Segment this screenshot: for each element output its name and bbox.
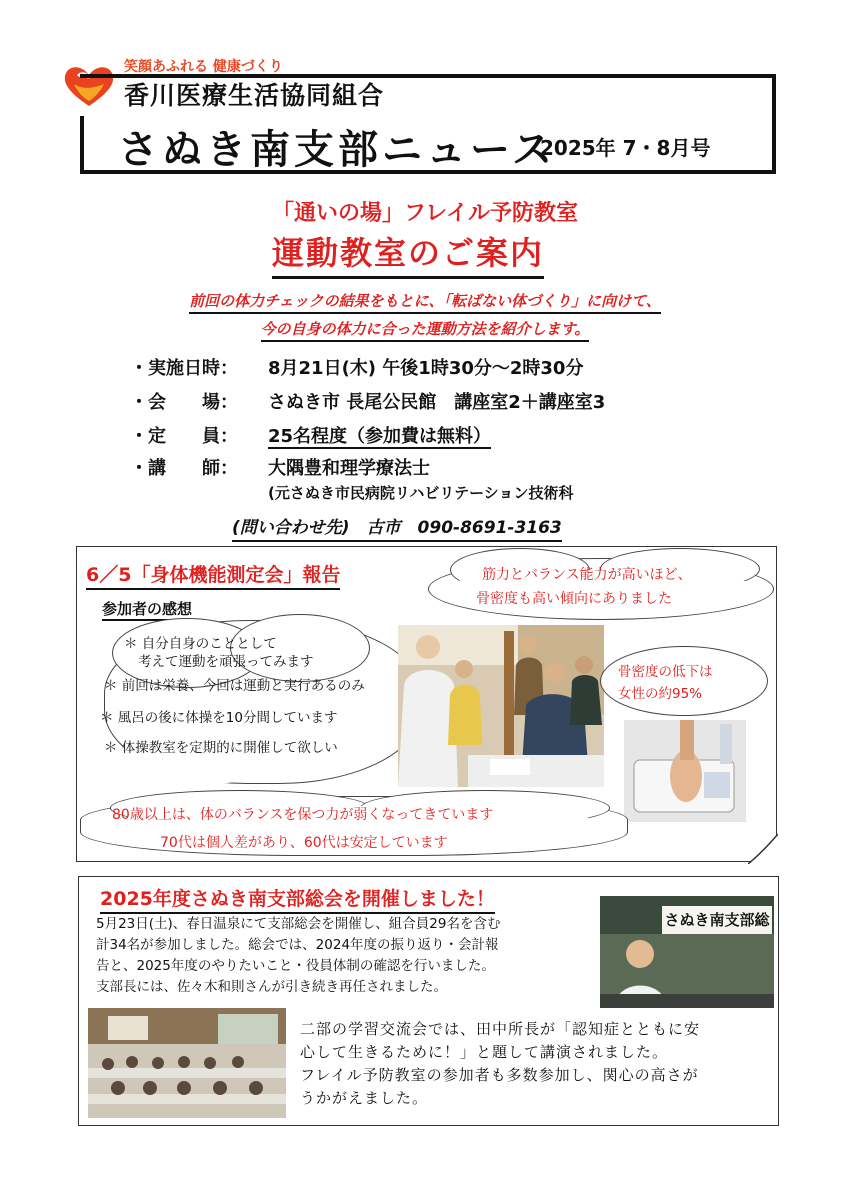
info-value: 大隅豊和理学療法士 (268, 458, 430, 479)
impression-item: ＊ 前回は栄養、今回は運動と実行あるのみ (104, 678, 365, 694)
impressions-title: 参加者の感想 (102, 598, 192, 621)
meeting-paragraph-2 (300, 1018, 700, 1110)
page-curl-icon (748, 834, 778, 864)
info-capacity (130, 422, 491, 448)
info-label: ・実施日時： (130, 358, 238, 379)
newsletter-title: さぬき南支部ニュース (118, 127, 556, 173)
guide-subtitle: 「通いの場」フレイル予防教室 (271, 201, 579, 226)
paragraph-line: フレイル予防教室の参加者も多数参加し、関心の高さが (300, 1066, 699, 1084)
measurement-photo (398, 625, 604, 787)
women-cloud (600, 646, 768, 716)
paragraph-line: 5月23日(土)、春日温泉にて支部総会を開催し、組合員29名を含む (96, 916, 501, 932)
info-label: ・会 場： (130, 392, 238, 413)
impression-item: ＊ 風呂の後に体操を10分間しています (100, 710, 338, 726)
lecturer-note: (元さぬき市民病院リハビリテーション技術科 (268, 484, 574, 502)
intro-line-2-text: 今の自身の体力に合った運動方法を紹介します。 (261, 320, 590, 342)
audience-photo (88, 1008, 286, 1118)
women-bubble-line-2: 女性の約95% (618, 686, 703, 702)
age-bubble-line-2: 70代は個人差があり、60代は安定しています (160, 835, 448, 851)
info-value: 25名程度（参加費は無料） (268, 426, 492, 447)
report-title: 6／5「身体機能測定会」報告 (86, 560, 340, 590)
speaker-figure (600, 934, 774, 1008)
info-label: ・定 員： (130, 426, 238, 447)
info-lecturer (130, 454, 430, 480)
impression-item: 考えて運動を頑張ってみます (138, 654, 314, 670)
intro-line-1 (0, 290, 850, 311)
paragraph-line: 心して生きるために！」と題して講演されました。 (300, 1043, 669, 1061)
tagline: 笑顔あふれる 健康づくり (124, 59, 283, 75)
paragraph-line: 告と、2025年度のやりたいこと・役員体制の確認を行いました。 (96, 958, 495, 974)
info-value: さぬき市 長尾公民館 講座室2＋講座室3 (268, 392, 606, 413)
women-bubble-line-1: 骨密度の低下は (618, 664, 713, 680)
intro-line-2 (0, 318, 850, 339)
info-value: 8月21日(木) 午後1時30分～2時30分 (268, 358, 584, 379)
age-bubble-line-1: 80歳以上は、体のバランスを保つ力が弱くなってきています (112, 807, 494, 823)
meeting-paragraph-1 (96, 914, 500, 998)
intro-line-1-text: 前回の体力チェックの結果をもとに、「転ばない体づくり」に向けて、 (189, 292, 661, 314)
paragraph-line: 支部長には、佐々木和則さんが引き続き再任されました。 (96, 979, 447, 995)
impression-item: ＊ 体操教室を定期的に開催して欲しい (104, 740, 338, 756)
meeting-title: 2025年度さぬき南支部総会を開催しました！ (100, 884, 495, 914)
paragraph-line: 二部の学習交流会では、田中所長が「認知症とともに安 (300, 1020, 701, 1038)
contact-info: (問い合わせ先) 古市 090-8691-3163 (232, 513, 562, 542)
issue-date: 2025年 7・8月号 (540, 136, 711, 160)
density-bubble-line-1: 筋力とバランス能力が高いほど、 (482, 567, 692, 583)
meeting-banner: さぬき南支部総 (662, 906, 772, 934)
info-datetime (130, 354, 583, 380)
paragraph-line: 計34名が参加しました。総会では、2024年度の振り返り・会計報 (96, 937, 499, 953)
title-frame-left (80, 116, 84, 174)
density-bubble-line-2: 骨密度も高い傾向にありました (476, 591, 672, 607)
guide-title: 運動教室のご案内 (272, 228, 544, 279)
bone-density-device-photo (624, 720, 746, 822)
organization-name: 香川医療生活協同組合 (124, 81, 385, 110)
info-venue (130, 388, 605, 414)
speaker-photo (600, 896, 774, 1008)
info-label: ・講 師： (130, 458, 238, 479)
impression-item: ＊ 自分自身のこととして (124, 636, 277, 652)
paragraph-line: うかがえました。 (300, 1089, 429, 1107)
